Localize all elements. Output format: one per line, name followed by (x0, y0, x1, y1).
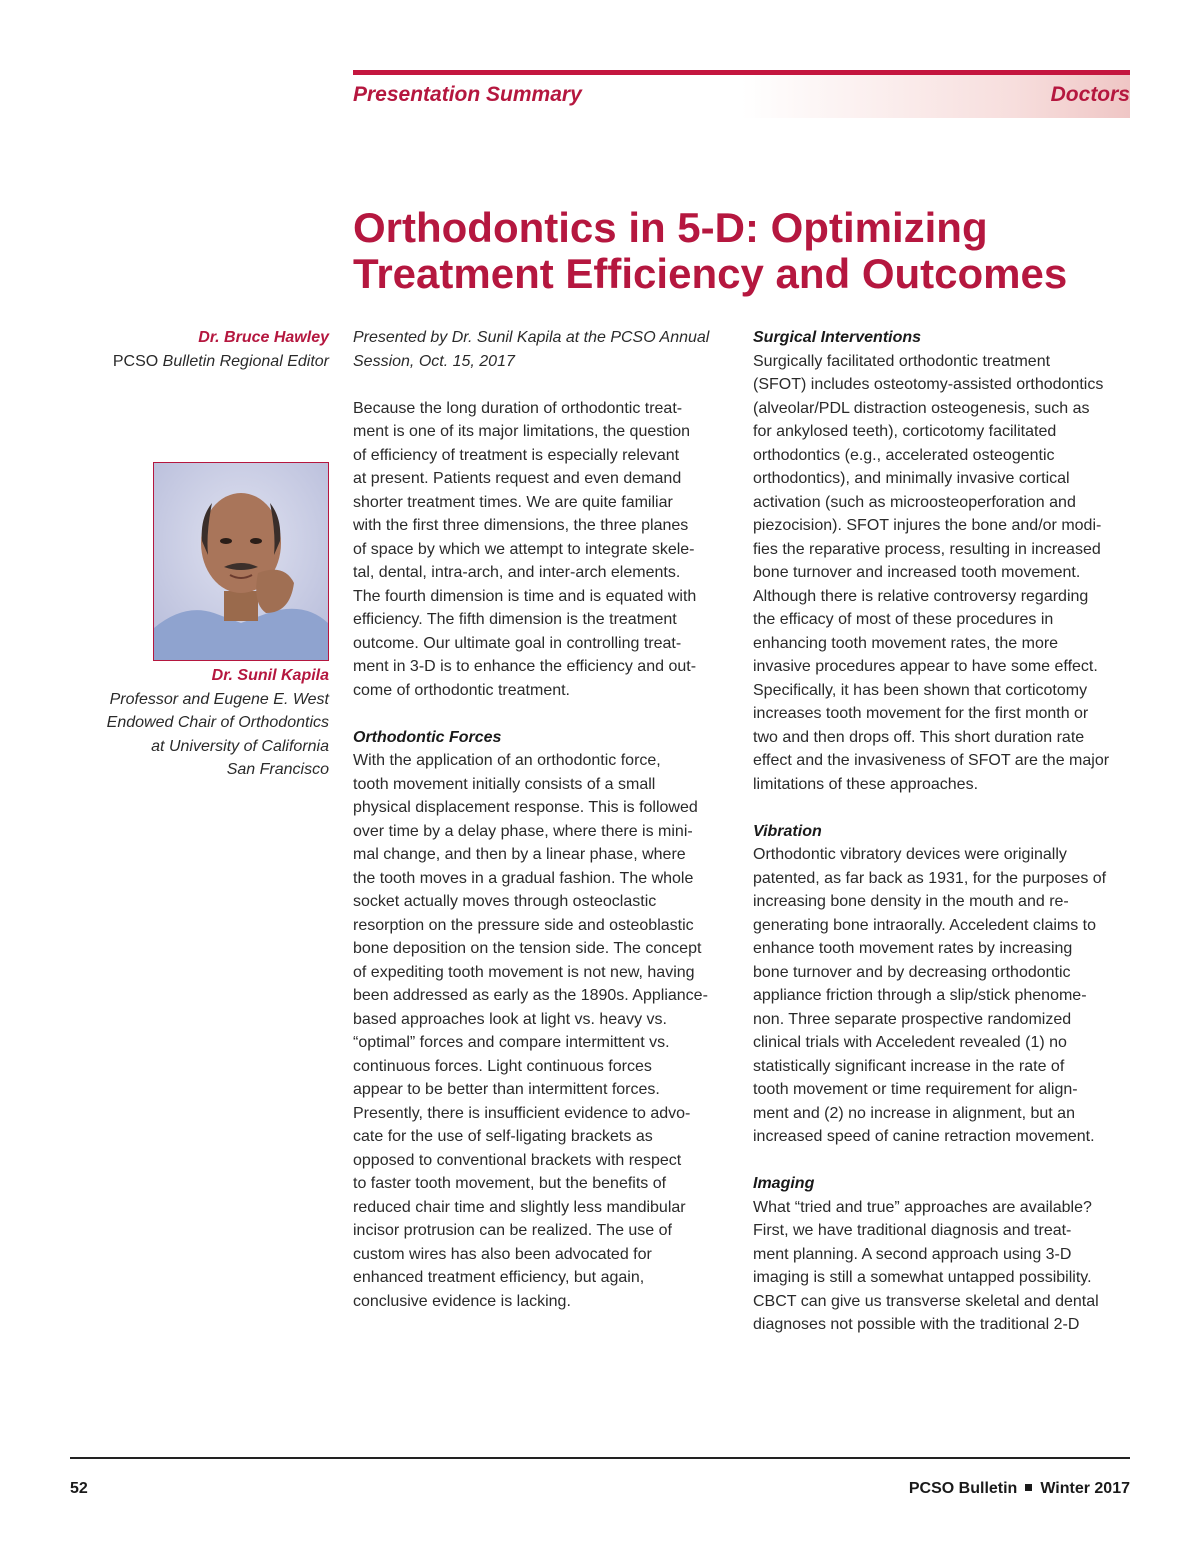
text-line: appear to be better than intermittent forces. (353, 1081, 660, 1098)
text-line: efficiency. The fifth dimension is the treatment (353, 611, 677, 628)
author-name: Dr. Sunil Kapila (211, 667, 329, 684)
text-line: of expediting tooth movement is not new, having (353, 963, 695, 981)
editor-name: Dr. Bruce Hawley (198, 329, 329, 346)
text-line: bone turnover and increased tooth movement. (753, 564, 1081, 581)
author-photo (153, 462, 329, 661)
text-line: limitations of these approaches. (753, 775, 979, 793)
text-line: (alveolar/PDL distraction osteogenesis, such as (753, 399, 1090, 417)
text-line: at present. Patients request and even demand (353, 470, 682, 487)
text-line: piezocision). SFOT injures the bone and/or modi- (753, 517, 1102, 534)
text-line: patented, as far back as 1931, for the purposes of (753, 869, 1107, 887)
intro-paragraph (353, 397, 731, 703)
text-line: socket actually moves through osteoclastic (353, 893, 657, 910)
text-line: tooth movement or time requirement for align- (753, 1081, 1078, 1098)
text-line: effect and the invasiveness of SFOT are the major (753, 752, 1110, 769)
text-line: First, we have traditional diagnosis and treat- (753, 1222, 1072, 1239)
text-line: Presented by Dr. Sunil Kapila at the PCSO Annual (353, 329, 710, 346)
column-right (753, 326, 1131, 1337)
text-line: What “tried and true” approaches are available? (753, 1198, 1092, 1216)
text-line: Orthodontic vibratory devices were originally (753, 846, 1067, 863)
footer-rule (70, 1457, 1130, 1459)
text-line: conclusive evidence is lacking. (353, 1292, 571, 1310)
issue-label: Winter 2017 (1040, 1480, 1130, 1497)
title-line: Orthodontics in 5-D: Optimizing (353, 204, 988, 251)
section-heading-surgical: Surgical Interventions (753, 329, 922, 346)
text-line: invasive procedures appear to have some effect. (753, 658, 1098, 675)
column-left (353, 326, 731, 1313)
text-line: generating bone intraorally. Acceledent claims to (753, 916, 1097, 934)
text-line: activation (such as microosteoperforation and (753, 493, 1076, 511)
text-line: enhancing tooth movement rates, the more (753, 634, 1059, 652)
section-label: Presentation Summary (353, 83, 582, 106)
text-line: appliance friction through a slip/stick phenome- (753, 987, 1087, 1004)
text-line: resorption on the pressure side and osteoblastic (353, 916, 694, 934)
text-line: increasing bone density in the mouth and re- (753, 893, 1069, 910)
text-line: reduced chair time and slightly less mandibular (353, 1198, 686, 1216)
text-line: the tooth moves in a gradual fashion. The whole (353, 869, 694, 887)
text-line: ment is one of its major limitations, the question (353, 423, 691, 440)
author-credit (107, 664, 329, 782)
text-line: orthodontics (e.g., accelerated osteogentic (753, 446, 1055, 464)
section-heading-vibration: Vibration (753, 822, 822, 840)
text-line: opposed to conventional brackets with respect (353, 1151, 682, 1169)
paragraph-gap (753, 796, 1131, 820)
category-label: Doctors (1050, 83, 1130, 106)
text-line: Presently, there is insufficient evidence to advo- (353, 1104, 691, 1122)
text-line: incisor protrusion can be realized. The use of (353, 1222, 672, 1239)
author-title-line: Professor and Eugene E. West (109, 690, 329, 708)
paragraph-gap (753, 1149, 1131, 1173)
footer-publication (909, 1480, 1130, 1498)
vibration-paragraph (753, 843, 1131, 1149)
text-line: come of orthodontic treatment. (353, 681, 570, 699)
text-line: the efficacy of most of these procedures in (753, 611, 1054, 628)
text-line: bone deposition on the tension side. The concept (353, 940, 702, 957)
text-line: clinical trials with Acceledent revealed (1) no (753, 1034, 1067, 1051)
text-line: mal change, and then by a linear phase, where (353, 846, 686, 863)
text-line: tal, dental, intra-arch, and inter-arch elements. (353, 564, 681, 581)
imaging-paragraph (753, 1196, 1131, 1337)
editor-org: PCSO (112, 352, 159, 370)
author-title-line: Endowed Chair of Orthodontics (106, 714, 329, 731)
portrait-photo-icon (154, 463, 328, 660)
text-line: for ankylosed teeth), corticotomy facilitated (753, 423, 1057, 440)
text-line: imaging is still a somewhat untapped possibility. (753, 1269, 1092, 1286)
text-line: ment in 3-D is to enhance the efficiency and out- (353, 658, 697, 675)
text-line: CBCT can give us transverse skeletal and dental (753, 1292, 1099, 1310)
text-line: of efficiency of treatment is especially relevant (353, 446, 680, 464)
text-line: “optimal” forces and compare intermittent vs. (353, 1034, 670, 1051)
text-line: non. Three separate prospective randomized (753, 1010, 1072, 1028)
text-line: enhanced treatment efficiency, but again, (353, 1269, 645, 1286)
text-line: diagnoses not possible with the traditional 2-D (753, 1316, 1080, 1333)
text-line: increases tooth movement for the first month or (753, 705, 1089, 722)
text-line: two and then drops off. This short duration rate (753, 728, 1085, 746)
text-line: Specifically, it has been shown that corticotomy (753, 681, 1088, 699)
forces-paragraph (353, 749, 731, 1313)
text-line: shorter treatment times. We are quite familiar (353, 493, 673, 511)
section-heading-imaging: Imaging (753, 1175, 815, 1192)
surgical-paragraph (753, 350, 1131, 797)
author-title-line: San Francisco (226, 761, 329, 778)
text-line: custom wires has also been advocated for (353, 1245, 652, 1263)
text-line: been addressed as early as the 1890s. Appliance- (353, 987, 708, 1004)
text-line: Session, Oct. 15, 2017 (353, 352, 515, 370)
section-heading-forces: Orthodontic Forces (353, 728, 502, 746)
paragraph-gap (353, 373, 731, 397)
article-title (353, 205, 1153, 297)
text-line: continuous forces. Light continuous forces (353, 1057, 652, 1075)
editor-role: Bulletin Regional Editor (162, 352, 329, 370)
title-line: Treatment Efficiency and Outcomes (353, 250, 1068, 297)
editor-credit (113, 326, 329, 373)
text-line: enhance tooth movement rates by increasing (753, 940, 1073, 957)
text-line: of space by which we attempt to integrate skele- (353, 540, 695, 558)
text-line: over time by a delay phase, where there is mini- (353, 822, 693, 840)
text-line: outcome. Our ultimate goal in controlling treat- (353, 634, 682, 652)
text-line: bone turnover and by decreasing orthodontic (753, 963, 1071, 981)
text-line: Surgically facilitated orthodontic treatment (753, 352, 1051, 370)
page-number: 52 (70, 1480, 88, 1497)
paragraph-gap (353, 702, 731, 726)
text-line: With the application of an orthodontic force, (353, 752, 661, 769)
publication-name: PCSO Bulletin (908, 1480, 1018, 1497)
text-line: fies the reparative process, resulting in increased (753, 540, 1101, 558)
editor-title (113, 350, 329, 374)
author-title-line: at University of California (151, 737, 329, 755)
text-line: physical displacement response. This is followed (353, 799, 698, 816)
text-line: (SFOT) includes osteotomy-assisted orthodontics (753, 376, 1104, 393)
text-line: Although there is relative controversy regarding (753, 587, 1089, 605)
text-line: Because the long duration of orthodontic treat- (353, 399, 683, 417)
presentation-intro (353, 326, 731, 373)
text-line: statistically significant increase in the rate of (753, 1057, 1065, 1075)
text-line: cate for the use of self-ligating brackets as (353, 1128, 653, 1145)
text-line: The fourth dimension is time and is equated with (353, 587, 697, 605)
text-line: based approaches look at light vs. heavy vs. (353, 1010, 667, 1028)
text-line: ment and (2) no increase in alignment, but an (753, 1104, 1075, 1122)
text-line: with the first three dimensions, the three planes (353, 517, 689, 534)
text-line: orthodontics), and minimally invasive cortical (753, 470, 1070, 487)
text-line: increased speed of canine retraction movement. (753, 1128, 1095, 1145)
bullet-separator-icon (1025, 1484, 1032, 1491)
text-line: ment planning. A second approach using 3-D (753, 1245, 1072, 1263)
text-line: tooth movement initially consists of a small (353, 775, 656, 793)
text-line: to faster tooth movement, but the benefits of (353, 1175, 667, 1192)
